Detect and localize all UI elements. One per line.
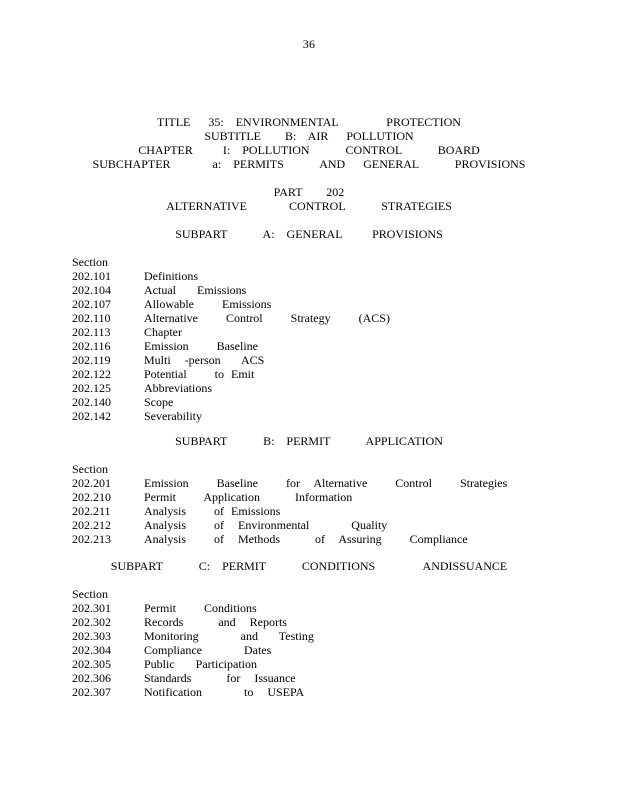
section-number: 202.119	[72, 353, 111, 367]
section-title: Severability	[144, 409, 202, 423]
section-number: 202.302	[72, 615, 111, 629]
section-number: 202.305	[72, 657, 111, 671]
section-number: 202.116	[72, 339, 111, 353]
section-number: 202.212	[72, 518, 111, 532]
page-number: 36	[302, 37, 316, 51]
chapter-line: CHAPTER I: POLLUTION CONTROL BOARD	[138, 143, 480, 157]
section-number: 202.125	[72, 381, 111, 395]
section-title: Abbreviations	[144, 381, 212, 395]
section-number: 202.142	[72, 409, 111, 423]
section-title: Standards for Issuance	[144, 671, 296, 685]
section-number: 202.110	[72, 311, 111, 325]
subtitle-line: SUBTITLE B: AIR POLLUTION	[204, 129, 414, 143]
subpart-a-title: SUBPART A: GENERAL PROVISIONS	[175, 227, 443, 241]
section-title: Actual Emissions	[144, 283, 247, 297]
section-number: 202.140	[72, 395, 111, 409]
section-title: Analysis of Emissions	[144, 504, 281, 518]
subpart-c-title: SUBPART C: PERMIT CONDITIONS ANDISSUANCE	[110, 559, 508, 573]
section-number: 202.210	[72, 490, 111, 504]
section-number: 202.306	[72, 671, 111, 685]
section-number: 202.107	[72, 297, 111, 311]
section-title: Potential to Emit	[144, 367, 255, 381]
section-title: Compliance Dates	[144, 643, 272, 657]
section-number: 202.301	[72, 601, 111, 615]
section-label: Section	[72, 587, 108, 601]
section-title: Analysis of Methods of Assuring Compliance	[144, 532, 468, 546]
section-title: Permit Application Information	[144, 490, 353, 504]
section-number: 202.307	[72, 685, 111, 699]
section-title: Notification to USEPA	[144, 685, 305, 699]
section-number: 202.304	[72, 643, 111, 657]
section-number: 202.303	[72, 629, 111, 643]
part-name: ALTERNATIVE CONTROL STRATEGIES	[166, 199, 452, 213]
part-number: PART 202	[273, 185, 345, 199]
section-title: Emission Baseline	[144, 339, 258, 353]
section-number: 202.213	[72, 532, 111, 546]
section-number: 202.201	[72, 476, 111, 490]
title-line: TITLE 35: ENVIRONMENTAL PROTECTION	[157, 115, 461, 129]
section-title: Alternative Control Strategy (ACS)	[144, 311, 390, 325]
section-title: Multi -person ACS	[144, 353, 265, 367]
section-title: Allowable Emissions	[144, 297, 272, 311]
section-title: Public Participation	[144, 657, 257, 671]
section-label: Section	[72, 462, 108, 476]
section-number: 202.113	[72, 325, 111, 339]
section-number: 202.211	[72, 504, 111, 518]
section-number: 202.104	[72, 283, 111, 297]
section-label: Section	[72, 255, 108, 269]
section-title: Monitoring and Testing	[144, 629, 314, 643]
section-title: Analysis of Environmental Quality	[144, 518, 388, 532]
section-title: Scope	[144, 395, 174, 409]
section-title: Emission Baseline for Alternative Control Strategies	[144, 476, 508, 490]
section-title: Permit Conditions	[144, 601, 257, 615]
section-title: Definitions	[144, 269, 198, 283]
section-title: Records and Reports	[144, 615, 287, 629]
section-title: Chapter	[144, 325, 182, 339]
section-number: 202.101	[72, 269, 111, 283]
subchapter-line: SUBCHAPTER a: PERMITS AND GENERAL PROVISIONS	[92, 157, 526, 171]
subpart-b-title: SUBPART B: PERMIT APPLICATION	[175, 434, 443, 448]
section-number: 202.122	[72, 367, 111, 381]
